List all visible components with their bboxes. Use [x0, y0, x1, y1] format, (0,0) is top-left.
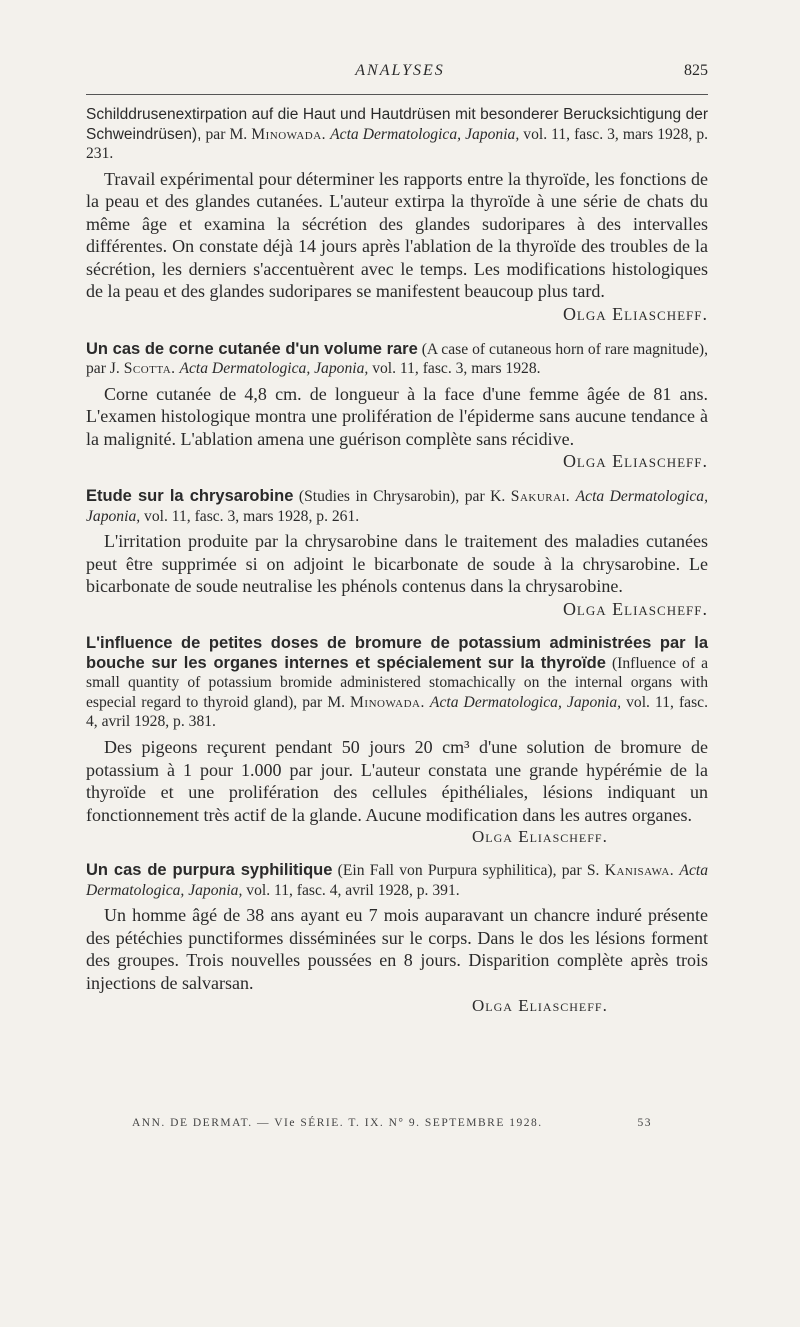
- signature: Olga Eliascheff.: [472, 995, 608, 1015]
- author: Sakurai.: [510, 488, 571, 506]
- author: Minowada.: [350, 693, 425, 711]
- footer-journal-info: ANN. DE DERMAT. — VIe SÉRIE. T. IX. N° 9. SEPTEMBRE 1928.: [132, 1117, 543, 1129]
- footer-signature-mark: 53: [637, 1117, 652, 1129]
- abstract-entry: [86, 340, 708, 473]
- abstract-text: L'irritation produite par la chrysarobine dans le traitement des maladies cutanées peut être supprimée si on adjoint le bicarbonate de soude à la chrysarobine. Le bicarbonate de soude neutralise les phénols contenus dans la chrysarobine. Olga Eliascheff.: [86, 531, 708, 619]
- reference: Etude sur la chrysarobine (Studies in Chrysarobin), par K. Sakurai. Acta Dermatologica, Japonia, vol. 11, fasc. 3, mars 1928, p. 261.: [86, 487, 708, 525]
- abstract-text: Travail expérimental pour déterminer les rapports entre la thyroïde, les fonctions de la peau et des glandes cutanées. L'auteur extirpa la thyroïde à une série de chats du même âge et examina la sécrétion des glandes sudoripares à des intervalles différentes. On constate déjà 14 jours après l'ablation de la thyroïde des troubles de la sécrétion, les derniers s'accentuèrent avec le temps. Les modifications histologiques de la peau et des glandes sudoripares se manifestent beaucoup plus tard. Olga Eliascheff.: [86, 168, 708, 325]
- signature: Olga Eliascheff.: [472, 827, 608, 847]
- entry-subtitle: (Ein Fall von Purpura syphilitica),: [337, 862, 557, 880]
- reference: L'influence de petites doses de bromure de potassium administrées par la bouche sur les organes internes et spécialement sur la thyroïde (Influence of a small quantity of potassium bromide administered stomachically on the internal organs with especial regard to thyroid gland), par M. Minowada. Acta Dermatologica, Japonia, vol. 11, fasc. 4, avril 1928, p. 381.: [86, 634, 708, 731]
- header-rule: [86, 94, 708, 95]
- reference: Un cas de purpura syphilitique (Ein Fall von Purpura syphilitica), par S. Kanisawa. Acta Dermatologica, Japonia, vol. 11, fasc. 4, avril 1928, p. 391.: [86, 861, 708, 899]
- author: Kanisawa.: [604, 862, 675, 880]
- abstract-entry: [86, 487, 708, 620]
- abstract-entry: [86, 634, 708, 847]
- abstract-text: Corne cutanée de 4,8 cm. de longueur à la face d'une femme âgée de 81 ans. L'examen histologique montra une prolifération de l'épiderme sans aucune tendance à la malignité. L'ablation amena une guérison complète sans récidive. Olga Eliascheff.: [86, 383, 708, 472]
- journal: Acta Dermatologica, Japonia,: [86, 488, 708, 525]
- entry-subtitle: (Influence of a small quantity of potassium bromide administered stomachically on the internal organs with especial regard to thyroid gland),: [86, 654, 708, 711]
- abstract-text: Des pigeons reçurent pendant 50 jours 20 cm³ d'une solution de bromure de potassium à 1 pour 1.000 par jour. L'auteur constata une grande hypérémie de la thyroïde et une prolifération des cellules épithéliales, lésions indiquant un fonctionnement très actif de la glande. Aucune modification dans les autres organes.: [86, 736, 708, 825]
- author: Minowada.: [251, 125, 327, 143]
- entry-title: Etude sur la chrysarobine: [86, 487, 294, 506]
- page: [86, 62, 708, 1030]
- abstract-text: Un homme âgé de 38 ans ayant eu 7 mois auparavant un chancre induré présente des pétéchies punctiformes disséminées sur le corps. Dans le dos les lésions forment des groupes. Trois nouvelles poussées en 8 jours. Disparition complète après trois injections de salvarsan.: [86, 905, 708, 994]
- reference: Un cas de corne cutanée d'un volume rare (A case of cutaneous horn of rare magnitude), par J. Scotta. Acta Dermatologica, Japonia, vol. 11, fasc. 3, mars 1928.: [86, 339, 708, 378]
- signature: Olga Eliascheff.: [562, 304, 708, 325]
- running-header: [86, 62, 708, 86]
- journal: Acta Dermatologica, Japonia,: [330, 125, 520, 143]
- signature: Olga Eliascheff.: [562, 451, 708, 472]
- author: Scotta.: [123, 360, 176, 378]
- signature: Olga Eliascheff.: [562, 598, 708, 619]
- abstract-entry: [86, 105, 708, 326]
- journal: Acta Dermatologica, Japonia,: [86, 862, 708, 899]
- entry-title: L'influence de petites doses de bromure de potassium administrées par la bouche sur les organes internes et spécialement sur la thyroïde: [86, 634, 708, 672]
- page-footer: [132, 1117, 652, 1129]
- page-number: 825: [684, 62, 708, 79]
- entry-title: Un cas de corne cutanée d'un volume rare: [86, 339, 418, 358]
- reference: Schilddrusenextirpation auf die Haut und Hautdrüsen mit besonderer Berucksichtigung der Schweindrüsen), par M. Minowada. Acta Dermatologica, Japonia, vol. 11, fasc. 3, mars 1928, p. 231.: [86, 106, 709, 162]
- entry-title: Schilddrusenextirpation auf die Haut und Hautdrüsen mit besonderer Berucksichtigung der Schweindrüsen),: [86, 106, 708, 143]
- entry-subtitle: (Studies in Chrysarobin),: [298, 488, 460, 506]
- journal: Acta Dermatologica, Japonia,: [429, 693, 622, 711]
- abstract-entry: [86, 861, 708, 1015]
- entry-subtitle: (A case of cutaneous horn of rare magnitude),: [421, 340, 708, 358]
- journal: Acta Dermatologica, Japonia,: [179, 360, 369, 378]
- section-title: ANALYSES: [355, 62, 445, 79]
- entry-title: Un cas de purpura syphilitique: [86, 861, 333, 880]
